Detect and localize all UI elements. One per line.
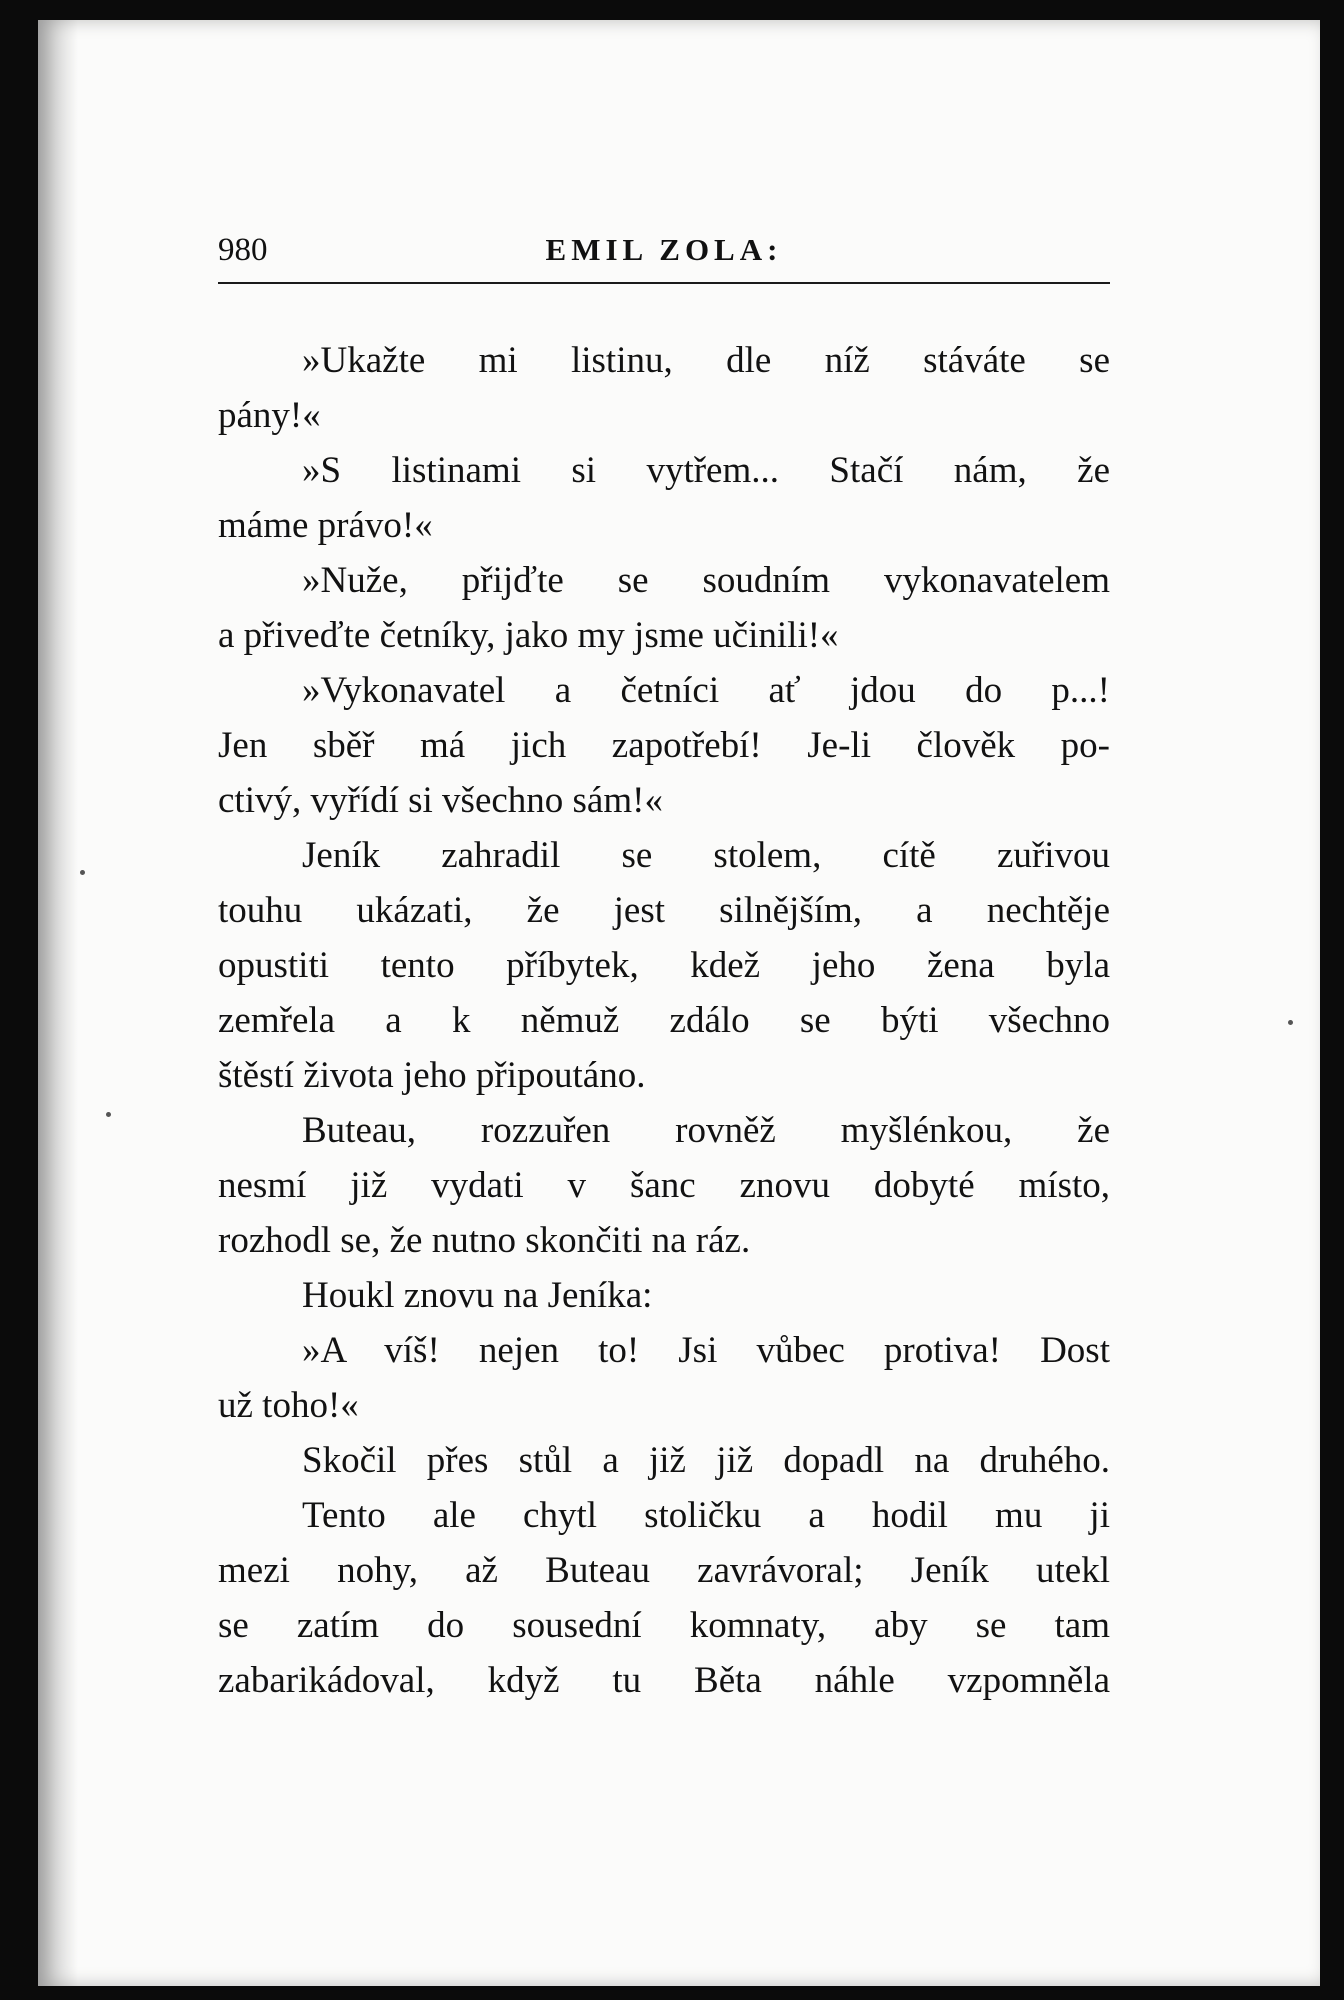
text-line: Jeník zahradil se stolem, cítě zuřivou	[302, 835, 1110, 876]
page-header	[218, 218, 1110, 284]
text-line: »S listinami si vytřem... Stačí nám, že	[302, 450, 1110, 491]
text-line: máme právo!«	[218, 505, 433, 546]
text-line: už toho!«	[218, 1385, 359, 1426]
scan-speck	[106, 1112, 111, 1117]
text-line: »A víš! nejen to! Jsi vůbec protiva! Dost	[302, 1330, 1110, 1371]
text-line: »Vykonavatel a četníci ať jdou do p...!	[302, 670, 1110, 711]
text-line: a přiveďte četníky, jako my jsme učinili!«	[218, 615, 839, 656]
text-line: zabarikádoval, když tu Běta náhle vzpomněla	[218, 1660, 1110, 1701]
text-line: štěstí života jeho připoutáno.	[218, 1055, 646, 1096]
text-line: Buteau, rozzuřen rovněž myšlénkou, že	[302, 1110, 1110, 1151]
text-line: pány!«	[218, 395, 321, 436]
text-line: »Nuže, přijďte se soudním vykonavatelem	[302, 560, 1110, 601]
page-number: 980	[218, 232, 268, 268]
text-line: nesmí již vydati v šanc znovu dobyté místo,	[218, 1165, 1110, 1206]
text-line: se zatím do sousední komnaty, aby se tam	[218, 1605, 1110, 1646]
text-line: Jen sběř má jich zapotřebí! Je-li člověk po-	[218, 725, 1110, 766]
text-line: touhu ukázati, že jest silnějším, a nechtěje	[218, 890, 1110, 931]
scan-speck	[80, 870, 85, 875]
body-text	[218, 333, 1110, 1708]
text-line: »Ukažte mi listinu, dle níž stáváte se	[302, 340, 1110, 381]
page-edge-shadow	[38, 20, 78, 1986]
text-line: Tento ale chytl stoličku a hodil mu ji	[302, 1495, 1110, 1536]
text-line: mezi nohy, až Buteau zavrávoral; Jeník utekl	[218, 1550, 1110, 1591]
text-line: Houkl znovu na Jeníka:	[302, 1275, 653, 1316]
scan-speck	[1288, 1020, 1293, 1025]
text-line: Skočil přes stůl a již již dopadl na druhého.	[302, 1440, 1110, 1481]
text-line: rozhodl se, že nutno skončiti na ráz.	[218, 1220, 751, 1261]
text-line: opustiti tento příbytek, kdež jeho žena byla	[218, 945, 1110, 986]
text-line: zemřela a k němuž zdálo se býti všechno	[218, 1000, 1110, 1041]
text-line: ctivý, vyřídí si všechno sám!«	[218, 780, 663, 821]
running-head: EMIL ZOLA:	[545, 232, 783, 267]
